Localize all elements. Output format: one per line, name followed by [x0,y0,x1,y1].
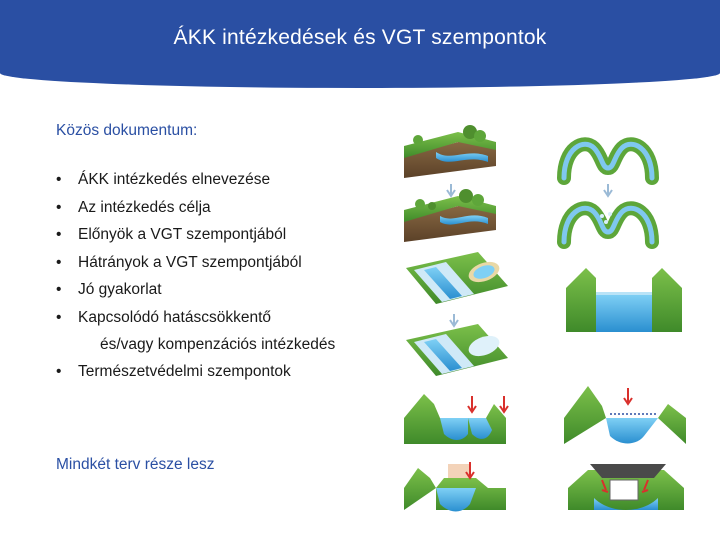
levee-cross-section-illustration [404,462,506,512]
bullet-dot: • [56,198,62,216]
footer-note: Mindkét terv része lesz [56,456,215,473]
meander-river-illustration [564,144,652,178]
slide-title: ÁKK intézkedések és VGT szempontok [173,26,547,49]
bullet-item [56,198,396,226]
bullet-text: Hátrányok a VGT szempontjából [78,253,302,271]
bullet-item [56,225,396,253]
bullet-dot: • [56,226,62,243]
bullet-continuation [56,335,396,362]
bullet-text: Természetvédelmi szempontok [78,363,291,380]
bullet-text: Előnyök a VGT szempontjából [78,226,287,243]
bullet-item [56,308,396,336]
bullet-dot: • [56,308,62,326]
bank-cross-section-illustration [564,386,686,444]
bullet-continuation-text: és/vagy kompenzációs intézkedés [100,336,336,353]
bullet-item [56,280,396,308]
floodplain-pond-illustration [406,252,508,304]
meander-river-illustration [564,208,652,242]
bullet-text: Jó gyakorlat [78,281,162,298]
bank-cross-section-illustration [404,394,508,444]
bullet-text: ÁKK intézkedés elnevezése [78,171,271,188]
section-subtitle: Közös dokumentum: [56,122,198,139]
landscape-block-illustration [404,189,496,242]
arrow-down-icon [624,388,632,404]
bullet-item [56,362,396,390]
arrow-down-icon [604,184,612,196]
arrow-down-icon [450,314,458,326]
arrow-down-icon [468,396,476,412]
bullet-item [56,253,396,281]
bullet-dot: • [56,253,62,271]
illustration-panel [396,118,696,523]
bullet-text: Az intézkedés célja [78,198,211,216]
culvert-cross-section-illustration [568,464,684,510]
floodplain-pond-illustration [406,324,508,376]
bullet-dot: • [56,171,62,188]
bullet-dot: • [56,363,62,380]
landscape-block-illustration [404,125,496,178]
bullet-list [56,170,396,390]
bullet-dot: • [56,281,62,298]
bullet-text: Kapcsolódó hatáscsökkentő [78,308,272,326]
channel-cross-section-illustration [566,268,682,332]
bullet-item [56,170,396,198]
arrow-down-icon [500,396,508,412]
arrow-down-icon [447,184,455,196]
